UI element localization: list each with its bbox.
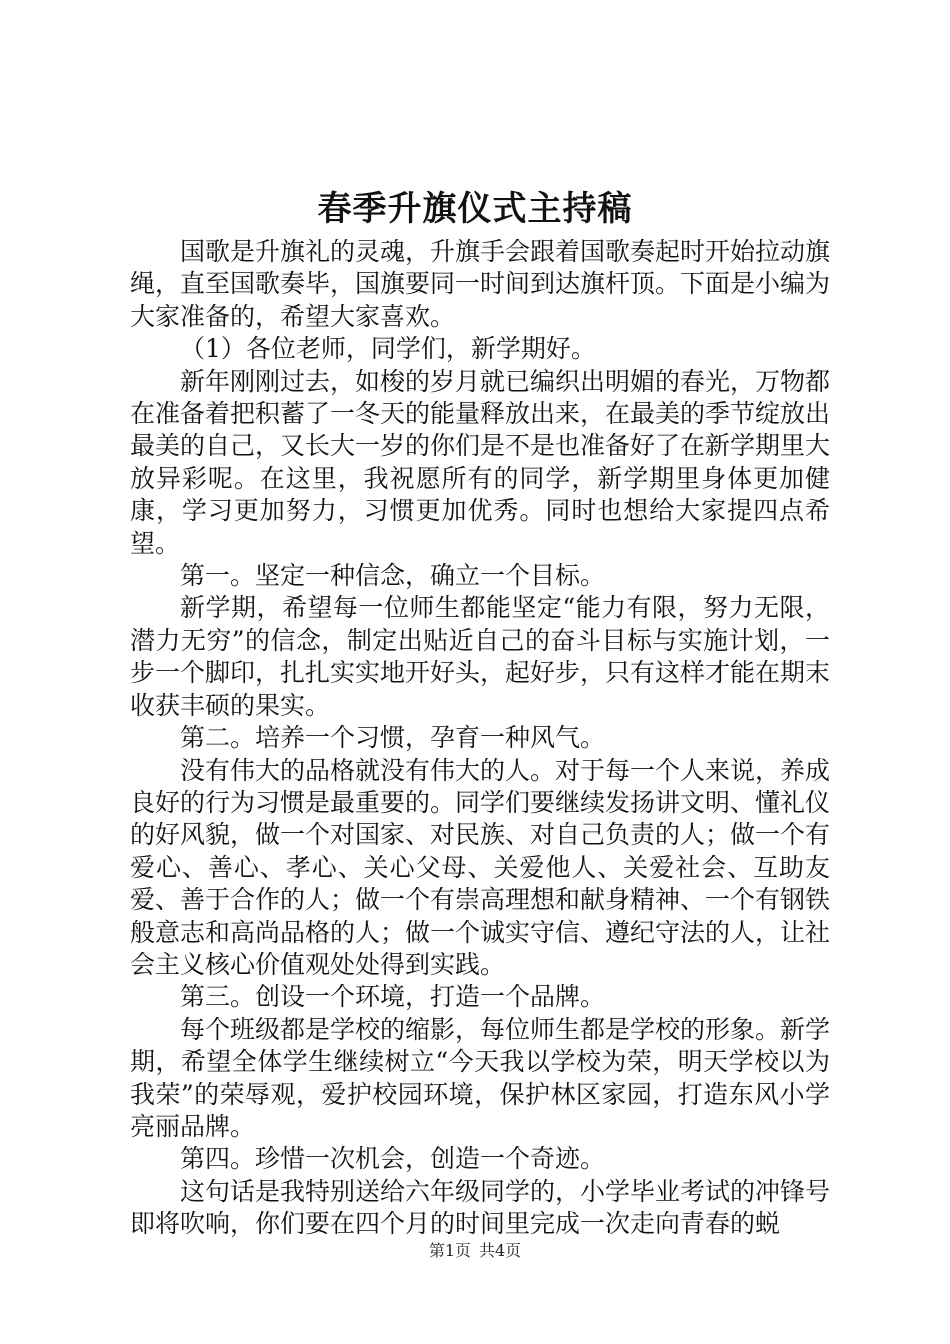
paragraph: 每个班级都是学校的缩影，每位师生都是学校的形象。新学期，希望全体学生继续树立“今天我以学校为荣，明天学校以为我荣”的荣辱观，爱护校园环境，保护林区家园，打造东风小学亮丽品牌。 <box>130 1014 831 1141</box>
page-number: 第1页 <box>428 1241 471 1260</box>
paragraph: 国歌是升旗礼的灵魂，升旗手会跟着国歌奏起时开始拉动旗绳，直至国歌奏毕，国旗要同一时间到达旗杆顶。下面是小编为大家准备的，希望大家喜欢。 <box>130 237 831 331</box>
paragraph: （1）各位老师，同学们，新学期好。 <box>180 334 596 364</box>
page-total: 共4页 <box>479 1241 522 1260</box>
paragraph: 新学期，希望每一位师生都能坚定“能力有限，努力无限，潜力无穷”的信念，制定出贴近自己的奋斗目标与实施计划，一步一个脚印，扎扎实实地开好头，起好步，只有这样才能在期末收获丰硕的果实。 <box>130 593 831 720</box>
page-footer <box>0 1240 950 1262</box>
paragraph: 第一。坚定一种信念，确立一个目标。 <box>180 561 606 591</box>
paragraph: 第四。珍惜一次机会，创造一个奇迹。 <box>180 1144 606 1174</box>
paragraph: 没有伟大的品格就没有伟大的人。对于每一个人来说，养成良好的行为习惯是最重要的。同学们要继续发扬讲文明、懂礼仪的好风貌，做一个对国家、对民族、对自己负责的人；做一个有爱心、善心、孝心、关心父母、关爱他人、关爱社会、互助友爱、善于合作的人；做一个有崇高理想和献身精神、一个有钢铁般意志和高尚品格的人；做一个诚实守信、遵纪守法的人，让社会主义核心价值观处处得到实践。 <box>130 755 831 979</box>
document-title: 春季升旗仪式主持稿 <box>317 189 633 229</box>
paragraph: 第二。培养一个习惯，孕育一种风气。 <box>180 723 606 753</box>
paragraph: 第三。创设一个环境，打造一个品牌。 <box>180 982 606 1012</box>
paragraph: 这句话是我特别送给六年级同学的，小学毕业考试的冲锋号即将吹响，你们要在四个月的时间里完成一次走向青春的蜕 <box>130 1176 831 1239</box>
paragraph: 新年刚刚过去，如梭的岁月就已编织出明媚的春光，万物都在准备着把积蓄了一冬天的能量释放出来，在最美的季节绽放出最美的自己，又长大一岁的你们是不是也准备好了在新学期里大放异彩呢。在这里，我祝愿所有的同学，新学期里身体更加健康，学习更加努力，习惯更加优秀。同时也想给大家提四点希望。 <box>130 366 831 558</box>
document-body <box>130 236 830 1241</box>
